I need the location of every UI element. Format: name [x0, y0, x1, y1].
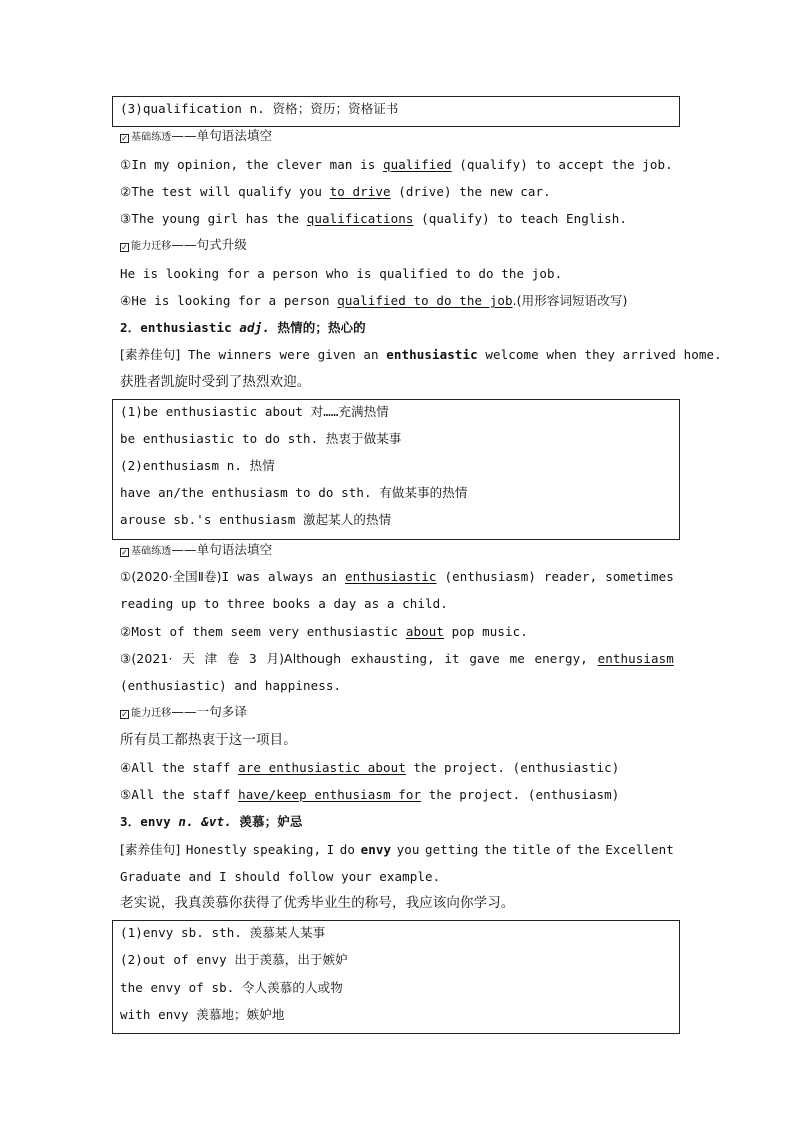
exercise-item: ③(2021· 天 津 卷 3 月)Although exhausting, it gave me energy, enthusiasm [120, 651, 674, 666]
box2-line: (1)be enthusiastic about 对……充满热情 [120, 404, 389, 419]
original-sentence: He is looking for a person who is qualified to do the job. [120, 266, 563, 281]
box3-line: (2)out of envy 出于羡慕，出于嫉妒 [120, 952, 348, 967]
chinese-sentence: 所有员工都热衷于这一项目。 [120, 732, 297, 748]
exercise-item: ②Most of them seem very enthusiastic about pop music. [120, 624, 528, 639]
exercise-item: ④All the staff are enthusiastic about the project. (enthusiastic) [120, 760, 620, 775]
exercise-item-cont: reading up to three books a day as a child. [120, 596, 448, 611]
word-heading-enthusiastic: 2．enthusiastic adj. 热情的；热心的 [120, 320, 366, 335]
exercise-item: ⑤All the staff have/keep enthusiasm for the project. (enthusiasm) [120, 787, 620, 802]
word-heading-envy: 3．envy n. &vt. 羡慕；妒忌 [120, 814, 303, 829]
answer-blank: enthusiastic [344, 569, 437, 584]
answer-blank: qualified to do the job [337, 293, 513, 308]
box3-line: the envy of sb. 令人羡慕的人或物 [120, 980, 343, 995]
transfer-heading: ✓ 能力迁移——句式升级 [121, 237, 248, 252]
answer-blank: qualifications [306, 211, 414, 226]
box3-line: (1)envy sb. sth. 羡慕某人某事 [120, 925, 326, 940]
example-translation: 老实说，我真羡慕你获得了优秀毕业生的称号，我应该向你学习。 [120, 895, 515, 911]
practice-tag: ✓ 基础练透 [121, 132, 172, 143]
transfer-tag: ✓ 能力迁移 [121, 241, 172, 252]
example-sentence-cont: Graduate and I should follow your example. [120, 869, 441, 884]
box2-line: arouse sb.'s enthusiasm 激起某人的热情 [120, 512, 392, 527]
example-sentence: [素养佳句] Honestly speaking, I do envy you getting the title of the Excellent [120, 842, 674, 857]
box2-line: be enthusiastic to do sth. 热衷于做某事 [120, 431, 402, 446]
checkbox-icon: ✓ [121, 710, 128, 719]
exercise-item: ②The test will qualify you to drive (drive) the new car. [120, 184, 551, 199]
checkbox-icon: ✓ [121, 548, 128, 557]
box2-line: (2)enthusiasm n. 热情 [120, 458, 275, 473]
answer-blank: enthusiasm [597, 651, 674, 666]
box3-line: with envy 羡慕地；嫉妒地 [120, 1007, 285, 1022]
practice-heading: ✓ 基础练透——单句语法填空 [121, 128, 273, 143]
answer-blank: have/keep enthusiasm for [238, 787, 422, 802]
box2-line: have an/the enthusiasm to do sth. 有做某事的热情 [120, 485, 468, 500]
answer-blank: are enthusiastic about [238, 760, 406, 775]
practice-heading: ✓ 基础练透——单句语法填空 [121, 542, 273, 557]
checkbox-icon: ✓ [121, 243, 128, 252]
exercise-item-cont: (enthusiastic) and happiness. [120, 678, 342, 693]
box1-line: (3)qualification n. 资格；资历；资格证书 [120, 101, 399, 116]
checkbox-icon: ✓ [121, 134, 128, 143]
example-translation: 获胜者凯旋时受到了热烈欢迎。 [120, 374, 311, 390]
exercise-item: ①In my opinion, the clever man is qualified (qualify) to accept the job. [120, 157, 673, 172]
exercise-item: ①(2020·全国Ⅱ卷)I was always an enthusiastic (enthusiasm) reader, sometimes [120, 569, 674, 584]
exercise-item: ④He is looking for a person qualified to do the job.(用形容词短语改写) [120, 293, 628, 308]
transfer-heading: ✓ 能力迁移——一句多译 [121, 704, 248, 719]
answer-blank: about [405, 624, 444, 639]
answer-blank: qualified [382, 157, 452, 172]
example-sentence: [素养佳句] The winners were given an enthusiastic welcome when they arrived home. [120, 347, 722, 362]
answer-blank: to drive [329, 184, 391, 199]
exercise-item: ③The young girl has the qualifications (qualify) to teach English. [120, 211, 627, 226]
